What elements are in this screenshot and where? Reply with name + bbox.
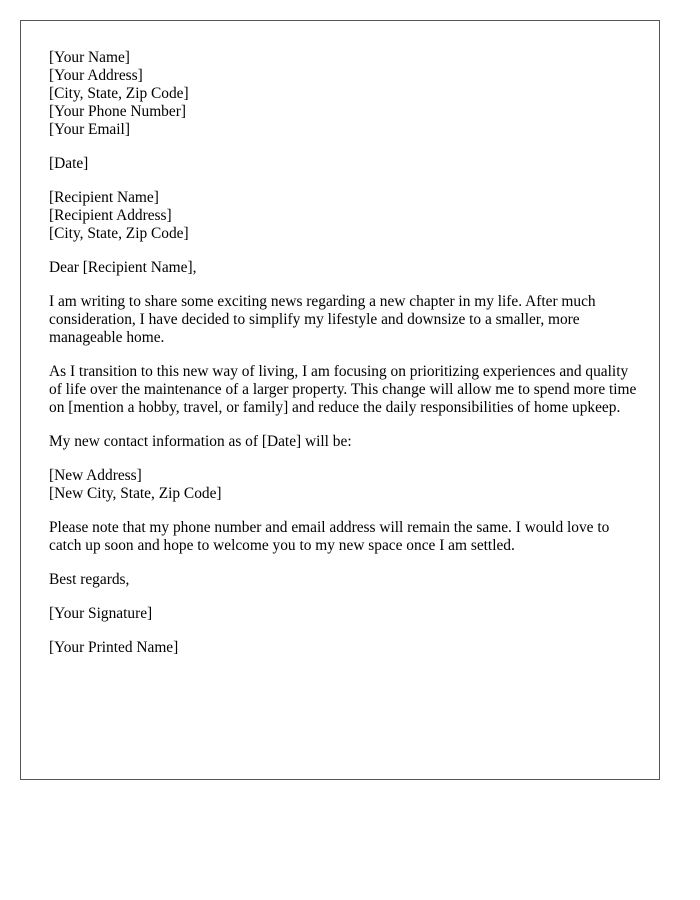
sender-email: [Your Email] (49, 121, 130, 138)
sender-name: [Your Name] (49, 49, 130, 66)
sender-block (49, 49, 637, 139)
letter-page (20, 20, 660, 780)
paragraph-transition: As I transition to this new way of living, I am focusing on prioritizing experiences and quality of life over the maintenance of a larger property. This change will allow me to spend more time on [mention a hobby, travel, or family] and reduce the daily responsibilities of home upkeep. (49, 363, 637, 416)
letter-body (49, 49, 637, 673)
new-contact-block (49, 467, 637, 503)
paragraph-closing: Please note that my phone number and email address will remain the same. I would love to catch up soon and hope to welcome you to my new space once I am settled. (49, 519, 610, 554)
sender-city-state-zip: [City, State, Zip Code] (49, 85, 189, 102)
date-block (49, 155, 637, 173)
signature-block (49, 605, 637, 623)
recipient-name: [Recipient Name] (49, 189, 159, 206)
paragraph-intro: I am writing to share some exciting news regarding a new chapter in my life. After much consideration, I have decided to simplify my lifestyle and downsize to a smaller, more manageable home. (49, 293, 596, 346)
closing-block (49, 571, 637, 589)
sender-phone: [Your Phone Number] (49, 103, 186, 120)
recipient-city-state-zip: [City, State, Zip Code] (49, 225, 189, 242)
recipient-block (49, 189, 637, 243)
salutation-text: Dear [Recipient Name], (49, 259, 197, 276)
printed-name-block (49, 639, 637, 657)
closing-text: Best regards, (49, 571, 130, 588)
recipient-address: [Recipient Address] (49, 207, 172, 224)
signature: [Your Signature] (49, 605, 153, 622)
sender-address: [Your Address] (49, 67, 143, 84)
printed-name: [Your Printed Name] (49, 639, 179, 656)
new-city-state-zip: [New City, State, Zip Code] (49, 485, 222, 502)
new-address: [New Address] (49, 467, 142, 484)
salutation (49, 259, 637, 277)
paragraph-new-contact-intro: My new contact information as of [Date] will be: (49, 433, 352, 450)
letter-date: [Date] (49, 155, 89, 172)
